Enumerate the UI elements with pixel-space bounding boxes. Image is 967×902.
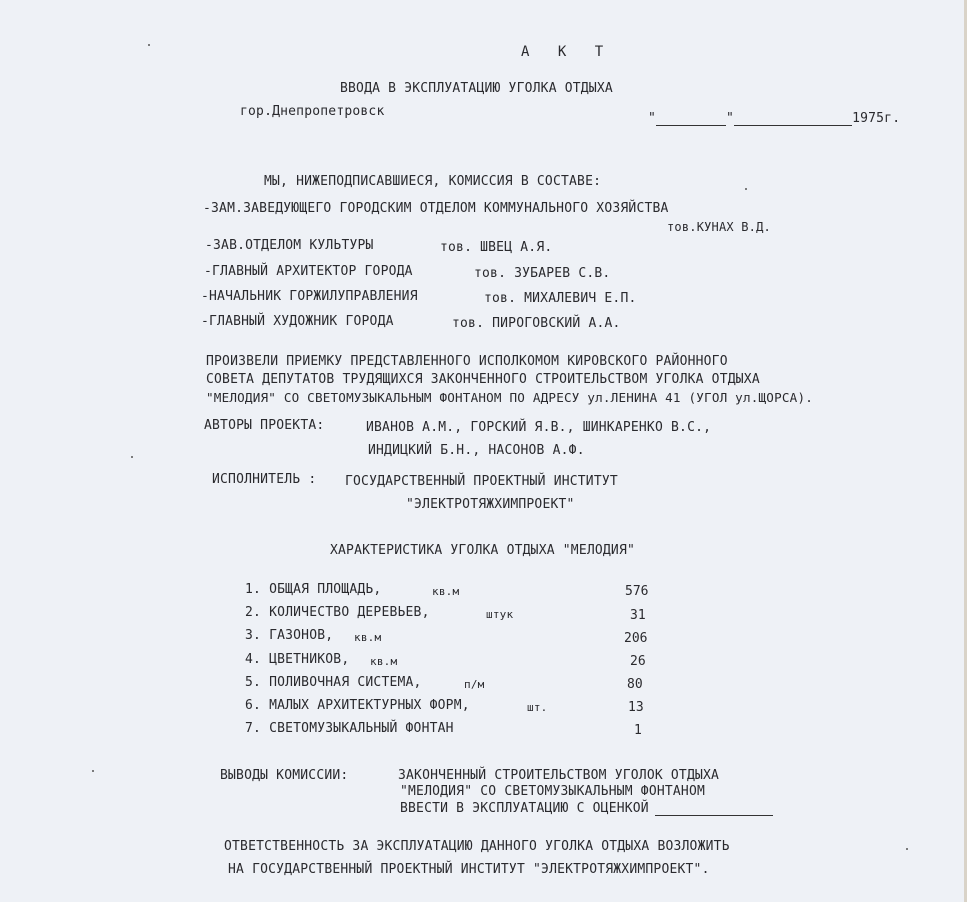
member-2-name: тов. ШВЕЦ А.Я. (440, 240, 553, 255)
item-5-unit: п/м (464, 678, 485, 691)
responsibility-line-1: ОТВЕТСТВЕННОСТЬ ЗА ЭКСПЛУАТАЦИЮ ДАННОГО УГОЛКА ОТДЫХА ВОЗЛОЖИТЬ (224, 839, 730, 854)
item-2-unit: штук (486, 608, 514, 621)
city: гор.Днепропетровск (240, 104, 385, 119)
acceptance-line-2: СОВЕТА ДЕПУТАТОВ ТРУДЯЩИХСЯ ЗАКОНЧЕННОГО СТРОИТЕЛЬСТВОМ УГОЛКА ОТДЫХА (206, 372, 760, 387)
item-6-unit: шт. (527, 701, 548, 714)
member-4-name: тов. МИХАЛЕВИЧ Е.П. (484, 291, 637, 306)
member-3-role: -ГЛАВНЫЙ АРХИТЕКТОР ГОРОДА (204, 264, 413, 279)
item-1-unit: кв.м (432, 585, 460, 598)
item-7-value: 1 (634, 723, 642, 738)
authors-line-1: ИВАНОВ А.М., ГОРСКИЙ Я.В., ШИНКАРЕНКО В.С., (366, 420, 712, 435)
scan-speck (906, 848, 908, 850)
date-quote-open: " (648, 111, 657, 126)
scan-speck (92, 770, 94, 772)
item-3-label: 3. ГАЗОНОВ, (245, 628, 334, 643)
item-5-value: 80 (627, 677, 643, 692)
item-6-value: 13 (628, 700, 644, 715)
item-2-value: 31 (630, 608, 646, 623)
item-4-label: 4. ЦВЕТНИКОВ, (245, 652, 350, 667)
authors-line-2: ИНДИЦКИЙ Б.Н., НАСОНОВ А.Ф. (368, 443, 585, 458)
commission-intro: МЫ, НИЖЕПОДПИСАВШИЕСЯ, КОМИССИЯ В СОСТАВЕ: (264, 174, 602, 189)
acceptance-line-3: "МЕЛОДИЯ" СО СВЕТОМУЗЫКАЛЬНЫМ ФОНТАНОМ ПО АДРЕСУ ул.ЛЕНИНА 41 (УГОЛ ул.ЩОРСА). (206, 390, 814, 405)
member-1-role: -ЗАМ.ЗАВЕДУЮЩЕГО ГОРОДСКИМ ОТДЕЛОМ КОММУНАЛЬНОГО ХОЗЯЙСТВА (203, 201, 669, 216)
responsibility-line-2: НА ГОСУДАРСТВЕННЫЙ ПРОЕКТНЫЙ ИНСТИТУТ "ЭЛЕКТРОТЯЖХИМПРОЕКТ". (228, 862, 710, 877)
executor-label: ИСПОЛНИТЕЛЬ : (212, 472, 317, 487)
member-1-name: тов.КУНАХ В.Д. (667, 220, 771, 234)
document-title: А К Т (521, 44, 614, 60)
item-4-unit: кв.м (370, 655, 398, 668)
characteristics-title: ХАРАКТЕРИСТИКА УГОЛКА ОТДЫХА "МЕЛОДИЯ" (330, 543, 636, 558)
item-3-value: 206 (624, 631, 648, 646)
date-quote-close: " (726, 111, 735, 126)
day-blank (656, 110, 726, 126)
item-1-value: 576 (625, 584, 649, 599)
item-7-label: 7. СВЕТОМУЗЫКАЛЬНЫЙ ФОНТАН (245, 721, 454, 736)
executor-line-1: ГОСУДАРСТВЕННЫЙ ПРОЕКТНЫЙ ИНСТИТУТ (345, 474, 618, 489)
conclusions-line-1: ЗАКОНЧЕННЫЙ СТРОИТЕЛЬСТВОМ УГОЛОК ОТДЫХА (398, 768, 720, 783)
item-5-label: 5. ПОЛИВОЧНАЯ СИСТЕМА, (245, 675, 422, 690)
item-1-label: 1. ОБЩАЯ ПЛОЩАДЬ, (245, 582, 382, 597)
scan-speck (148, 44, 150, 46)
conclusions-label: ВЫВОДЫ КОМИССИИ: (220, 768, 349, 783)
item-6-label: 6. МАЛЫХ АРХИТЕКТУРНЫХ ФОРМ, (245, 698, 470, 713)
scan-speck (131, 456, 133, 458)
conclusions-line-3: ВВЕСТИ В ЭКСПЛУАТАЦИЮ С ОЦЕНКОЙ (400, 801, 649, 816)
member-4-role: -НАЧАЛЬНИК ГОРЖИЛУПРАВЛЕНИЯ (201, 289, 418, 304)
authors-label: АВТОРЫ ПРОЕКТА: (204, 418, 325, 433)
rating-blank (655, 800, 773, 816)
date-line (648, 110, 900, 126)
member-5-name: тов. ПИРОГОВСКИЙ А.А. (452, 316, 621, 331)
document-subtitle: ВВОДА В ЭКСПЛУАТАЦИЮ УГОЛКА ОТДЫХА (340, 81, 613, 96)
scan-speck (745, 188, 747, 190)
item-3-unit: кв.м (354, 631, 382, 644)
member-5-role: -ГЛАВНЫЙ ХУДОЖНИК ГОРОДА (201, 314, 394, 329)
year: 1975г. (852, 111, 901, 126)
executor-line-2: "ЭЛЕКТРОТЯЖХИМПРОЕКТ" (406, 497, 575, 512)
conclusions-line-3-wrap (400, 800, 773, 816)
conclusions-line-2: "МЕЛОДИЯ" СО СВЕТОМУЗЫКАЛЬНЫМ ФОНТАНОМ (400, 784, 706, 799)
member-2-role: -ЗАВ.ОТДЕЛОМ КУЛЬТУРЫ (205, 238, 374, 253)
item-4-value: 26 (630, 654, 646, 669)
member-3-name: тов. ЗУБАРЕВ С.В. (474, 266, 611, 281)
item-2-label: 2. КОЛИЧЕСТВО ДЕРЕВЬЕВ, (245, 605, 430, 620)
month-blank (734, 110, 852, 126)
acceptance-line-1: ПРОИЗВЕЛИ ПРИЕМКУ ПРЕДСТАВЛЕННОГО ИСПОЛКОМОМ КИРОВСКОГО РАЙОННОГО (206, 354, 728, 369)
